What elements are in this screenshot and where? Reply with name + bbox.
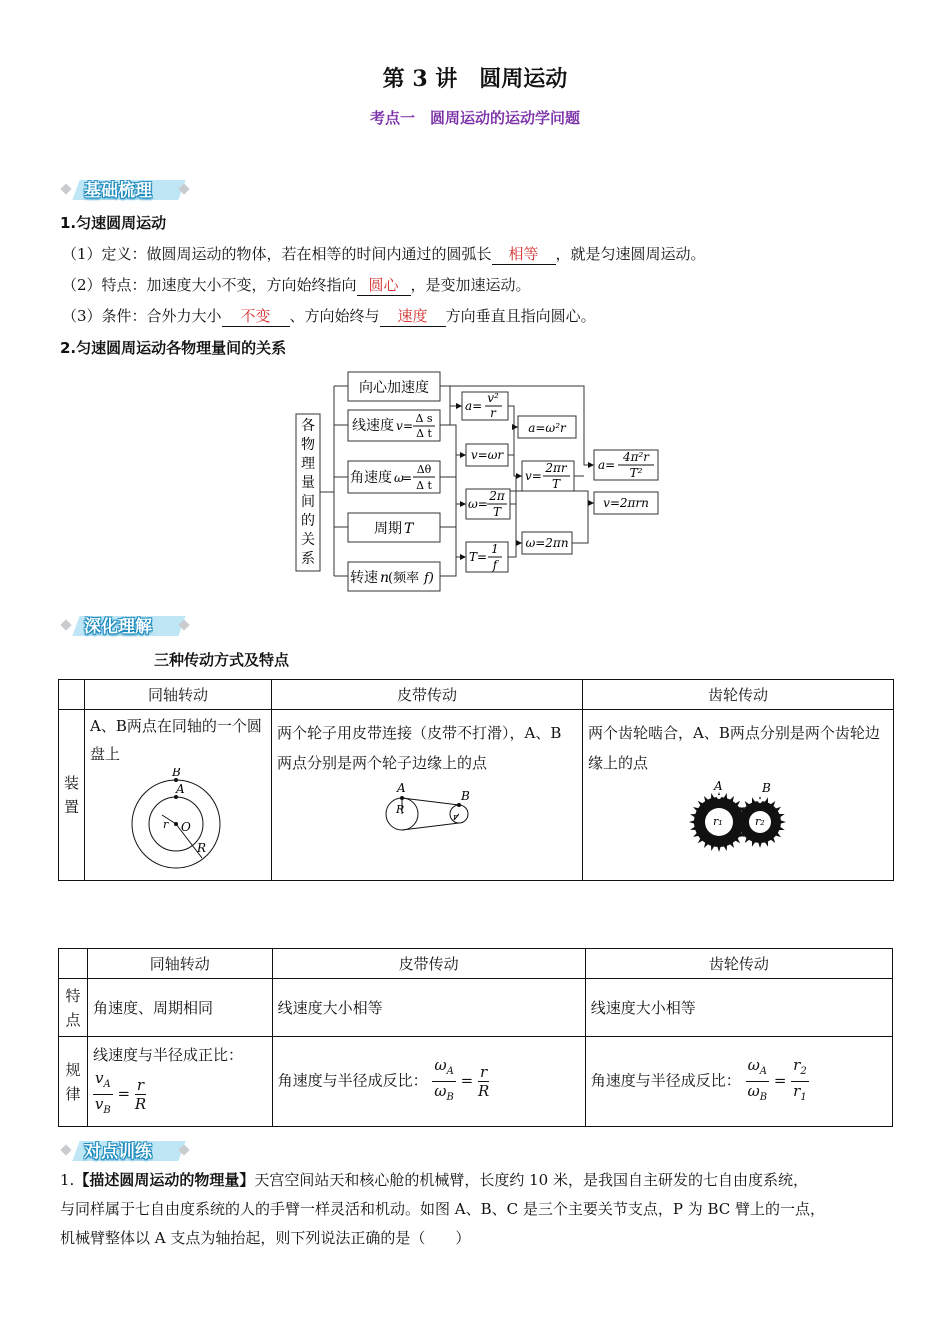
formula-v2: v²	[487, 391, 499, 405]
sym-v: v	[396, 419, 403, 433]
transmission-table-features	[58, 948, 893, 1127]
heading-relations: 2.匀速圆周运动各物理量间的关系	[60, 339, 287, 357]
sym-f: f)	[424, 571, 434, 586]
header-coaxial: 同轴转动	[85, 680, 272, 710]
left-label-char: 的	[301, 513, 315, 529]
table-title: 三种传动方式及特点	[154, 651, 290, 669]
answer-blank: 速度	[380, 305, 446, 327]
row-label-device: 装置	[59, 710, 85, 881]
feature-gear: 线速度大小相等	[585, 979, 892, 1037]
answer-blank: 圆心	[357, 274, 411, 296]
gear-tooth	[723, 793, 727, 799]
formula-v-wr: v=ωr	[470, 448, 504, 462]
law-gear-text: 角速度与半径成反比：	[590, 1071, 741, 1090]
gear-tooth	[758, 842, 762, 848]
gear-tooth	[717, 846, 721, 852]
belt-text: 两个轮子用皮带连接（皮带不打滑），A、B两点分别是两个轮子边缘上的点	[277, 724, 562, 772]
left-label-char: 量	[301, 475, 315, 491]
formula-a-w2r: a=ω²r	[528, 421, 566, 435]
svg-text:=: =	[403, 419, 414, 433]
formula-w-2pin: ω=2πn	[525, 536, 569, 550]
delta-t: Δ t	[416, 479, 432, 492]
feature-coaxial: 角速度、周期相同	[87, 979, 272, 1037]
label-B: B	[461, 789, 470, 803]
formula-w-2pi: ω=	[468, 497, 488, 511]
formula-r: r	[490, 406, 496, 420]
condition-text-end: 方向垂直且指向圆心。	[445, 307, 596, 325]
row-label-law: 规律	[59, 1037, 88, 1127]
gear-tooth	[780, 820, 786, 824]
definition-text: （1）定义：做圆周运动的物体，若在相等的时间内通过的圆弧长	[62, 245, 492, 263]
gear-text: 两个齿轮啮合，A、B两点分别是两个齿轮边缘上的点	[588, 724, 880, 772]
law-belt-text: 角速度与半径成反比：	[277, 1071, 428, 1090]
gear-tooth	[689, 820, 695, 824]
label-A: A	[176, 782, 185, 796]
corner-cell	[59, 949, 88, 979]
box-linear: 线速度	[352, 418, 394, 434]
question-1	[60, 1166, 900, 1253]
question-text-line: 天宫空间站天和核心舱的机械臂，长度约 10 米，是我国自主研发的七自由度系统，	[254, 1171, 808, 1189]
formula-4pi2r: 4π²r	[622, 450, 650, 464]
condition-text-mid: 、方向始终与	[289, 307, 380, 325]
formula-1: 1	[491, 542, 499, 556]
left-label-char: 物	[301, 437, 315, 453]
formula-T2: T²	[629, 466, 643, 480]
section-badge-basics	[62, 176, 202, 202]
label-A: A	[714, 779, 723, 793]
corner-cell	[59, 680, 85, 710]
formula-T-1f: T=	[469, 550, 488, 564]
header-belt: 皮带传动	[272, 680, 583, 710]
label-r: r	[163, 818, 169, 831]
gear-tooth	[690, 826, 696, 830]
label-r1: r₁	[713, 815, 723, 828]
formula-v-2pirn: v=2πrn	[603, 496, 649, 510]
svg-text:=: =	[402, 471, 413, 485]
law-coaxial-text: 线速度与半径成正比：	[92, 1045, 243, 1064]
left-label-char: 关	[301, 532, 315, 548]
formula-2pi: 2π	[489, 489, 505, 503]
gear-tooth	[690, 814, 696, 818]
label-R: R	[197, 841, 207, 855]
answer-blank: 不变	[222, 305, 290, 327]
left-label-char: 理	[301, 456, 315, 472]
box-angular: 角速度	[350, 470, 392, 486]
condition-text: （3）条件：合外力大小	[62, 307, 222, 325]
label-A: A	[397, 781, 406, 795]
section-badge-label: 深化理解	[84, 617, 152, 637]
section-badge-practice	[62, 1137, 202, 1163]
page-title: 第 3 讲 圆周运动	[382, 66, 568, 92]
row-label-feature: 特点	[59, 979, 88, 1037]
sym-omega: ω	[394, 471, 404, 485]
cell-gear-device	[583, 710, 894, 881]
feature-line	[62, 274, 531, 296]
delta-theta: Δθ	[416, 463, 432, 476]
question-text-line: 与同样属于七自由度系统的人的手臂一样灵活和机动。如图 A、B、C 是三个主要关节支点，P 为 BC 臂上的一点，	[60, 1200, 826, 1218]
label-r2: r₂	[755, 815, 765, 828]
law-coaxial-formula: $\frac{v_A}{v_B}$ = $\frac{r}{R}$	[94, 1068, 147, 1116]
section-badge-label: 对点训练	[84, 1142, 152, 1162]
header-gear: 齿轮传动	[585, 949, 892, 979]
answer-blank: 相等	[492, 243, 556, 265]
box-rev-note: (频率	[388, 571, 420, 586]
formula-a-4pi: a=	[598, 458, 616, 472]
header-belt: 皮带传动	[272, 949, 585, 979]
formula-2pir: 2πr	[545, 461, 567, 475]
box-centripetal: 向心加速度	[359, 380, 429, 396]
delta-t: Δ t	[416, 427, 432, 440]
heading-uniform-circular: 1.匀速圆周运动	[60, 214, 167, 232]
formula-T: T	[551, 477, 561, 491]
left-label-char: 间	[301, 494, 315, 510]
formula-T: T	[492, 505, 502, 519]
law-gear: 角速度与半径成反比： $\frac{\omega_A}{\omega_B}$ = $\frac{r_2}{r_1}$	[585, 1037, 892, 1127]
label-R: R	[396, 803, 405, 816]
belt-figure	[277, 778, 577, 838]
label-r: r	[453, 813, 458, 823]
page-subtitle: 考点一 圆周运动的运动学问题	[369, 109, 580, 127]
label-B: B	[172, 768, 181, 779]
law-belt: 角速度与半径成反比： $\frac{\omega_A}{\omega_B}$ = $\frac{r}{R}$	[272, 1037, 585, 1127]
section-badge-label: 基础梳理	[84, 181, 152, 201]
sym-T: T	[404, 521, 414, 537]
left-label-chars	[301, 418, 315, 567]
label-B: B	[762, 781, 771, 795]
gear-tooth	[723, 845, 727, 851]
question-number: 1.	[60, 1171, 75, 1189]
formula-f: f	[492, 558, 498, 572]
cell-belt-device	[272, 710, 583, 881]
transmission-table-device	[58, 679, 894, 881]
question-text-line: 机械臂整体以 A 支点为轴抬起，则下列说法正确的是（ ）	[60, 1229, 471, 1247]
left-label-char: 系	[301, 551, 315, 567]
box-period: 周期	[374, 521, 402, 537]
header-gear: 齿轮传动	[583, 680, 894, 710]
feature-belt: 线速度大小相等	[272, 979, 585, 1037]
definition-line	[62, 243, 706, 265]
gear-tooth	[711, 793, 715, 799]
law-coaxial	[87, 1037, 272, 1127]
equals-sign: =	[773, 1071, 787, 1090]
coaxial-figure	[90, 768, 266, 872]
equals-sign: =	[117, 1084, 131, 1102]
feature-text-end: ，是变加速运动。	[410, 276, 531, 294]
left-label-char: 各	[301, 418, 315, 434]
relations-diagram	[290, 366, 670, 596]
cell-coaxial-device	[85, 710, 272, 881]
box-rev: 转速	[350, 570, 378, 586]
gear-figure	[588, 778, 888, 858]
gear-tooth	[711, 845, 715, 851]
label-O: O	[181, 820, 191, 834]
question-tag: 【描述圆周运动的物理量】	[74, 1171, 255, 1189]
equals-sign: =	[460, 1071, 474, 1090]
section-badge-deepen	[62, 612, 202, 638]
delta-s: Δ s	[415, 412, 433, 425]
condition-line	[62, 305, 596, 327]
feature-text: （2）特点：加速度大小不变，方向始终指向	[62, 276, 357, 294]
formula-v-2pir: v=	[525, 469, 542, 483]
sym-n: n	[380, 570, 390, 586]
header-coaxial: 同轴转动	[87, 949, 272, 979]
definition-text-end: ，就是匀速圆周运动。	[555, 245, 706, 263]
coaxial-text: A、B两点在同轴的一个圆盘上	[90, 717, 262, 763]
formula-a-v2r: a=	[465, 399, 483, 413]
